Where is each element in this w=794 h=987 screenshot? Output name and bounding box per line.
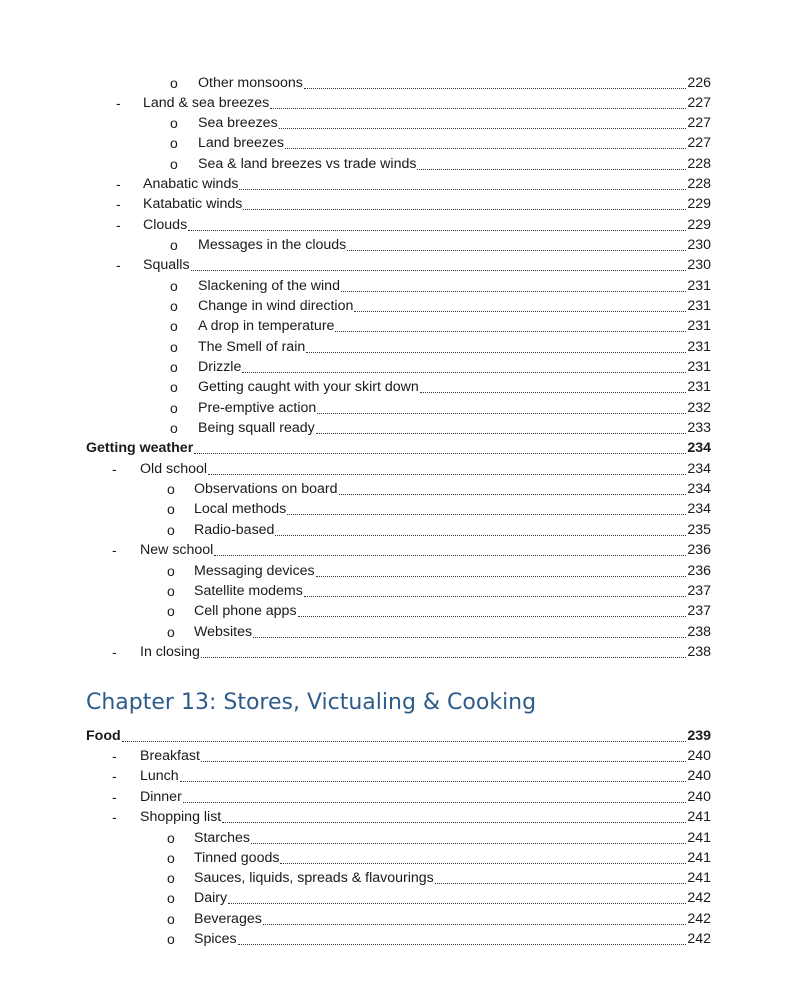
toc-entry[interactable] bbox=[194, 519, 711, 539]
toc-page-number: 241 bbox=[687, 870, 711, 886]
circle-bullet: o bbox=[170, 318, 178, 334]
dot-leader bbox=[347, 250, 686, 251]
dot-leader bbox=[317, 413, 686, 414]
toc-entry-title: Anabatic winds bbox=[143, 176, 239, 192]
dash-bullet: - bbox=[112, 768, 117, 784]
toc-entry[interactable] bbox=[198, 356, 711, 376]
dot-leader bbox=[304, 596, 687, 597]
toc-entry-title: Cell phone apps bbox=[194, 603, 297, 619]
dot-leader bbox=[304, 88, 686, 89]
dot-leader bbox=[188, 230, 686, 231]
dash-bullet: - bbox=[116, 257, 121, 273]
toc-entry[interactable] bbox=[198, 295, 711, 315]
toc-entry[interactable] bbox=[194, 827, 711, 847]
toc-page-number: 227 bbox=[687, 115, 711, 131]
toc-page-number: 238 bbox=[687, 644, 711, 660]
dot-leader bbox=[239, 189, 686, 190]
circle-bullet: o bbox=[167, 522, 175, 538]
dot-leader bbox=[354, 311, 686, 312]
circle-bullet: o bbox=[167, 563, 175, 579]
toc-page-number: 242 bbox=[687, 931, 711, 947]
dot-leader bbox=[243, 209, 686, 210]
toc-entry[interactable] bbox=[143, 173, 711, 193]
dot-leader bbox=[298, 616, 687, 617]
toc-entry[interactable] bbox=[194, 600, 711, 620]
toc-entry-title: Satellite modems bbox=[194, 583, 303, 599]
toc-section-entry[interactable] bbox=[86, 725, 711, 745]
dash-bullet: - bbox=[112, 644, 117, 660]
dot-leader bbox=[183, 802, 687, 803]
toc-entry[interactable] bbox=[198, 153, 711, 173]
circle-bullet: o bbox=[167, 911, 175, 927]
toc-page-number: 234 bbox=[687, 461, 711, 477]
toc-entry[interactable] bbox=[140, 745, 711, 765]
dot-leader bbox=[341, 291, 686, 292]
toc-entry-title: Dinner bbox=[140, 789, 182, 805]
dot-leader bbox=[222, 822, 686, 823]
toc-entry-title: Slackening of the wind bbox=[198, 278, 340, 294]
dot-leader bbox=[275, 535, 686, 536]
toc-page-number: 228 bbox=[687, 156, 711, 172]
circle-bullet: o bbox=[170, 156, 178, 172]
toc-entry[interactable] bbox=[140, 458, 711, 478]
dot-leader bbox=[279, 128, 687, 129]
toc-page-number: 234 bbox=[687, 501, 711, 517]
toc-page-number: 233 bbox=[687, 420, 711, 436]
toc-entry[interactable] bbox=[198, 72, 711, 92]
toc-entry-title: Food bbox=[86, 728, 121, 744]
dash-bullet: - bbox=[116, 217, 121, 233]
toc-entry[interactable] bbox=[198, 315, 711, 335]
circle-bullet: o bbox=[170, 237, 178, 253]
dot-leader bbox=[122, 741, 687, 742]
toc-entry[interactable] bbox=[143, 254, 711, 274]
toc-page-number: 241 bbox=[687, 850, 711, 866]
toc-entry-title: Katabatic winds bbox=[143, 196, 243, 212]
circle-bullet: o bbox=[170, 135, 178, 151]
toc-entry[interactable] bbox=[198, 417, 711, 437]
toc-entry-title: The Smell of rain bbox=[198, 339, 306, 355]
toc-entry-title: Pre-emptive action bbox=[198, 400, 317, 416]
dot-leader bbox=[180, 781, 687, 782]
toc-page-number: 230 bbox=[687, 257, 711, 273]
toc-entry[interactable] bbox=[143, 214, 711, 234]
chapter-heading: Chapter 13: Stores, Victualing & Cooking bbox=[86, 690, 537, 715]
dot-leader bbox=[251, 843, 686, 844]
toc-entry-title: Sea breezes bbox=[198, 115, 278, 131]
toc-page-number: 240 bbox=[687, 789, 711, 805]
dot-leader bbox=[194, 453, 686, 454]
toc-entry[interactable] bbox=[140, 765, 711, 785]
toc-entry[interactable] bbox=[198, 234, 711, 254]
toc-entry[interactable] bbox=[140, 539, 711, 559]
circle-bullet: o bbox=[170, 359, 178, 375]
toc-entry-title: Being squall ready bbox=[198, 420, 315, 436]
toc-entry-title: Other monsoons bbox=[198, 75, 303, 91]
dot-leader bbox=[316, 433, 687, 434]
dot-leader bbox=[270, 108, 686, 109]
circle-bullet: o bbox=[170, 400, 178, 416]
toc-entry[interactable] bbox=[198, 336, 711, 356]
dot-leader bbox=[228, 903, 686, 904]
circle-bullet: o bbox=[170, 278, 178, 294]
toc-page-number: 232 bbox=[687, 400, 711, 416]
toc-entry-title: Local methods bbox=[194, 501, 287, 517]
toc-entry-title: Squalls bbox=[143, 257, 190, 273]
toc-entry-title: Dairy bbox=[194, 890, 228, 906]
toc-entry[interactable] bbox=[194, 867, 711, 887]
toc-entry-title: Tinned goods bbox=[194, 850, 280, 866]
circle-bullet: o bbox=[170, 115, 178, 131]
circle-bullet: o bbox=[170, 339, 178, 355]
toc-page-number: 237 bbox=[687, 603, 711, 619]
dot-leader bbox=[201, 657, 686, 658]
circle-bullet: o bbox=[167, 603, 175, 619]
circle-bullet: o bbox=[167, 931, 175, 947]
circle-bullet: o bbox=[167, 501, 175, 517]
toc-entry-title: Messages in the clouds bbox=[198, 237, 347, 253]
dash-bullet: - bbox=[112, 809, 117, 825]
dot-leader bbox=[238, 944, 687, 945]
toc-page-number: 241 bbox=[687, 830, 711, 846]
toc-entry[interactable] bbox=[198, 132, 711, 152]
toc-entry-title: Messaging devices bbox=[194, 563, 315, 579]
toc-entry-title: In closing bbox=[140, 644, 200, 660]
dot-leader bbox=[285, 148, 686, 149]
circle-bullet: o bbox=[167, 624, 175, 640]
toc-entry-title: Drizzle bbox=[198, 359, 242, 375]
toc-entry-title: Beverages bbox=[194, 911, 262, 927]
dot-leader bbox=[214, 555, 686, 556]
toc-page-number: 240 bbox=[687, 768, 711, 784]
dash-bullet: - bbox=[116, 176, 121, 192]
toc-entry[interactable] bbox=[194, 887, 711, 907]
toc-page-number: 242 bbox=[687, 911, 711, 927]
toc-entry-title: New school bbox=[140, 542, 214, 558]
dot-leader bbox=[191, 270, 687, 271]
toc-entry[interactable] bbox=[194, 621, 711, 641]
dot-leader bbox=[339, 494, 687, 495]
circle-bullet: o bbox=[167, 583, 175, 599]
toc-page-number: 227 bbox=[687, 135, 711, 151]
toc-entry[interactable] bbox=[198, 376, 711, 396]
toc-page-number: 235 bbox=[687, 522, 711, 538]
toc-entry[interactable] bbox=[140, 641, 711, 661]
toc-page-number: 230 bbox=[687, 237, 711, 253]
circle-bullet: o bbox=[167, 850, 175, 866]
toc-entry[interactable] bbox=[198, 112, 711, 132]
toc-page-number: 229 bbox=[687, 217, 711, 233]
toc-entry-title: Clouds bbox=[143, 217, 188, 233]
toc-entry-title: Getting weather bbox=[86, 440, 194, 456]
toc-entry-title: Sea & land breezes vs trade winds bbox=[198, 156, 417, 172]
circle-bullet: o bbox=[170, 298, 178, 314]
circle-bullet: o bbox=[170, 379, 178, 395]
toc-entry[interactable] bbox=[194, 580, 711, 600]
toc-page-number: 237 bbox=[687, 583, 711, 599]
toc-entry-title: A drop in temperature bbox=[198, 318, 335, 334]
toc-page-number: 229 bbox=[687, 196, 711, 212]
circle-bullet: o bbox=[167, 870, 175, 886]
toc-entry-title: Shopping list bbox=[140, 809, 222, 825]
dot-leader bbox=[242, 372, 686, 373]
dot-leader bbox=[417, 169, 686, 170]
dot-leader bbox=[201, 761, 686, 762]
circle-bullet: o bbox=[167, 830, 175, 846]
toc-page-number: 240 bbox=[687, 748, 711, 764]
dot-leader bbox=[435, 883, 687, 884]
toc-entry-title: Websites bbox=[194, 624, 253, 640]
toc-page-number: 226 bbox=[687, 75, 711, 91]
circle-bullet: o bbox=[167, 890, 175, 906]
toc-entry[interactable] bbox=[198, 275, 711, 295]
toc-entry[interactable] bbox=[194, 560, 711, 580]
toc-entry-title: Lunch bbox=[140, 768, 179, 784]
toc-page-number: 239 bbox=[687, 728, 711, 744]
toc-page-number: 231 bbox=[687, 318, 711, 334]
dash-bullet: - bbox=[112, 748, 117, 764]
toc-entry[interactable] bbox=[198, 397, 711, 417]
toc-entry-title: Radio-based bbox=[194, 522, 275, 538]
dot-leader bbox=[253, 637, 686, 638]
toc-entry-title: Spices bbox=[194, 931, 237, 947]
dash-bullet: - bbox=[112, 789, 117, 805]
toc-page-number: 238 bbox=[687, 624, 711, 640]
toc-entry[interactable] bbox=[194, 847, 711, 867]
toc-entry-title: Old school bbox=[140, 461, 208, 477]
toc-entry-title: Observations on board bbox=[194, 481, 338, 497]
toc-page-number: 231 bbox=[687, 339, 711, 355]
toc-page-number: 236 bbox=[687, 542, 711, 558]
toc-page-number: 227 bbox=[687, 95, 711, 111]
toc-page-number: 234 bbox=[687, 440, 711, 456]
toc-entry[interactable] bbox=[194, 908, 711, 928]
toc-entry-title: Land breezes bbox=[198, 135, 284, 151]
toc-entry-title: Breakfast bbox=[140, 748, 200, 764]
toc-entry-title: Starches bbox=[194, 830, 250, 846]
toc-page-number: 231 bbox=[687, 278, 711, 294]
toc-entry-title: Sauces, liquids, spreads & flavourings bbox=[194, 870, 434, 886]
dot-leader bbox=[306, 352, 686, 353]
toc-entry[interactable] bbox=[143, 193, 711, 213]
toc-entry-title: Change in wind direction bbox=[198, 298, 354, 314]
dot-leader bbox=[208, 474, 686, 475]
toc-entry[interactable] bbox=[194, 928, 711, 948]
toc-entry-title: Getting caught with your skirt down bbox=[198, 379, 419, 395]
toc-page-number: 241 bbox=[687, 809, 711, 825]
toc-entry-title: Land & sea breezes bbox=[143, 95, 270, 111]
dash-bullet: - bbox=[116, 95, 121, 111]
dash-bullet: - bbox=[112, 542, 117, 558]
toc-entry[interactable] bbox=[140, 786, 711, 806]
circle-bullet: o bbox=[167, 481, 175, 497]
dot-leader bbox=[335, 331, 686, 332]
dot-leader bbox=[316, 576, 687, 577]
toc-entry[interactable] bbox=[194, 478, 711, 498]
toc-section-entry[interactable] bbox=[86, 437, 711, 457]
dash-bullet: - bbox=[112, 461, 117, 477]
toc-page-number: 228 bbox=[687, 176, 711, 192]
toc-page-number: 234 bbox=[687, 481, 711, 497]
circle-bullet: o bbox=[170, 420, 178, 436]
toc-page-number: 231 bbox=[687, 298, 711, 314]
toc-page-number: 231 bbox=[687, 359, 711, 375]
circle-bullet: o bbox=[170, 75, 178, 91]
toc-page-number: 236 bbox=[687, 563, 711, 579]
dot-leader bbox=[287, 514, 686, 515]
toc-entry[interactable] bbox=[140, 806, 711, 826]
toc-page-number: 242 bbox=[687, 890, 711, 906]
toc-page-number: 231 bbox=[687, 379, 711, 395]
dot-leader bbox=[280, 863, 686, 864]
toc-entry[interactable] bbox=[143, 92, 711, 112]
toc-entry[interactable] bbox=[194, 498, 711, 518]
dash-bullet: - bbox=[116, 196, 121, 212]
dot-leader bbox=[263, 924, 687, 925]
dot-leader bbox=[420, 392, 687, 393]
